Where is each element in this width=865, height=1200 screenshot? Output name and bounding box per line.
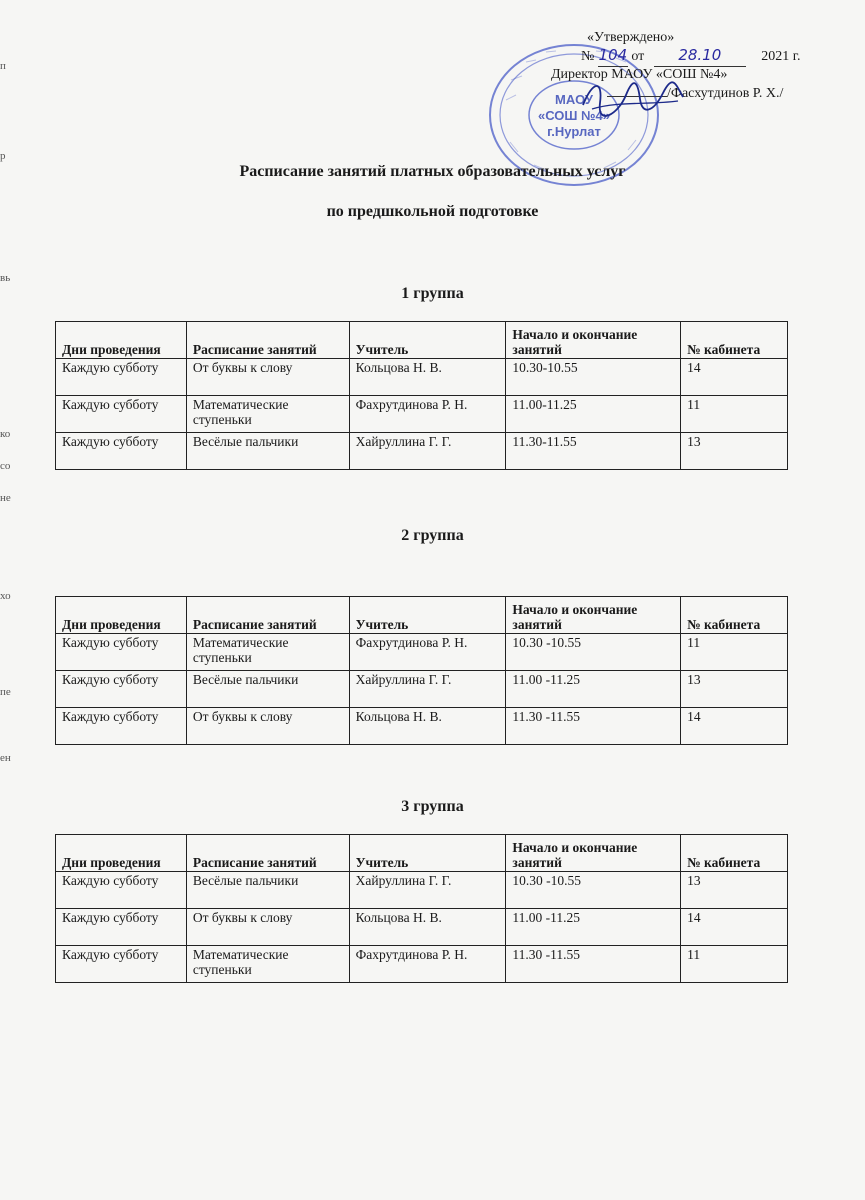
cell-time: 10.30 -10.55: [506, 634, 681, 671]
stamp-line-2: «СОШ №4»: [537, 108, 611, 123]
header-time: Начало и окончание занятий: [506, 835, 681, 872]
cell-days: Каждую субботу: [56, 359, 187, 396]
table-row: [56, 708, 788, 745]
cell-teacher: Фахрутдинова Р. Н.: [349, 946, 506, 983]
cell-days: Каждую субботу: [56, 396, 187, 433]
cell-time: 10.30 -10.55: [506, 872, 681, 909]
header-days: Дни проведения: [56, 322, 187, 359]
order-number: 104: [598, 46, 628, 64]
cell-schedule: Математические ступеньки: [186, 634, 349, 671]
director-title: Директор МАОУ «СОШ №4»: [551, 67, 728, 82]
header-room: № кабинета: [681, 597, 788, 634]
table-row: [56, 872, 788, 909]
cell-days: Каждую субботу: [56, 671, 187, 708]
cell-room: 13: [681, 872, 788, 909]
edge-artifact: пе: [0, 686, 11, 698]
order-year: 2021 г.: [761, 49, 801, 64]
cell-time: 11.30 -11.55: [506, 708, 681, 745]
header-days: Дни проведения: [56, 835, 187, 872]
header-teacher: Учитель: [349, 835, 506, 872]
cell-room: 14: [681, 359, 788, 396]
edge-artifact: хо: [0, 590, 11, 602]
stamp-line-1: МАОУ: [555, 92, 593, 107]
cell-days: Каждую субботу: [56, 433, 187, 470]
cell-room: 11: [681, 946, 788, 983]
group-3-table: [55, 834, 788, 983]
document-subtitle: по предшкольной подготовке: [326, 203, 539, 220]
cell-time: 11.30 -11.55: [506, 946, 681, 983]
edge-artifact: вь: [0, 272, 11, 284]
cell-schedule: От буквы к слову: [186, 359, 349, 396]
cell-days: Каждую субботу: [56, 909, 187, 946]
edge-artifact: п: [0, 60, 6, 72]
cell-teacher: Фахрутдинова Р. Н.: [349, 634, 506, 671]
cell-teacher: Кольцова Н. В.: [349, 359, 506, 396]
table-row: [56, 433, 788, 470]
approval-number-line: [581, 46, 800, 67]
table-row: [56, 359, 788, 396]
cell-room: 13: [681, 433, 788, 470]
header-teacher: Учитель: [349, 322, 506, 359]
group-3-title: 3 группа: [401, 798, 464, 815]
header-days: Дни проведения: [56, 597, 187, 634]
from-label: от: [631, 49, 645, 64]
cell-days: Каждую субботу: [56, 708, 187, 745]
cell-schedule: Весёлые пальчики: [186, 671, 349, 708]
header-time: Начало и окончание занятий: [506, 322, 681, 359]
table-header-row: [56, 597, 788, 634]
edge-artifact: ко: [0, 428, 11, 440]
approval-heading: «Утверждено»: [587, 30, 675, 45]
cell-teacher: Хайруллина Г. Г.: [349, 671, 506, 708]
cell-time: 10.30-10.55: [506, 359, 681, 396]
cell-time: 11.00 -11.25: [506, 909, 681, 946]
director-name: /Фасхутдинов Р. Х./: [667, 86, 784, 101]
cell-schedule: Математические ступеньки: [186, 946, 349, 983]
table-row: [56, 396, 788, 433]
cell-teacher: Фахрутдинова Р. Н.: [349, 396, 506, 433]
header-room: № кабинета: [681, 835, 788, 872]
cell-room: 14: [681, 909, 788, 946]
header-schedule: Расписание занятий: [186, 322, 349, 359]
table-row: [56, 909, 788, 946]
group-2-title: 2 группа: [401, 527, 464, 544]
cell-time: 11.30-11.55: [506, 433, 681, 470]
edge-artifact: р: [0, 150, 6, 162]
cell-teacher: Хайруллина Г. Г.: [349, 433, 506, 470]
cell-schedule: От буквы к слову: [186, 708, 349, 745]
cell-room: 14: [681, 708, 788, 745]
header-schedule: Расписание занятий: [186, 597, 349, 634]
signature-image: [578, 75, 688, 120]
cell-schedule: От буквы к слову: [186, 909, 349, 946]
table-row: [56, 671, 788, 708]
group-1-title: 1 группа: [401, 285, 464, 302]
cell-days: Каждую субботу: [56, 946, 187, 983]
cell-schedule: Весёлые пальчики: [186, 872, 349, 909]
cell-schedule: Математические ступеньки: [186, 396, 349, 433]
cell-time: 11.00-11.25: [506, 396, 681, 433]
number-prefix: №: [581, 49, 595, 64]
group-1-table: [55, 321, 788, 470]
cell-teacher: Кольцова Н. В.: [349, 708, 506, 745]
edge-artifact: не: [0, 492, 11, 504]
cell-days: Каждую субботу: [56, 634, 187, 671]
header-teacher: Учитель: [349, 597, 506, 634]
cell-days: Каждую субботу: [56, 872, 187, 909]
table-row: [56, 634, 788, 671]
table-row: [56, 946, 788, 983]
document-title: Расписание занятий платных образовательных услуг: [239, 163, 626, 180]
header-schedule: Расписание занятий: [186, 835, 349, 872]
edge-artifact: со: [0, 460, 11, 472]
edge-artifact: ен: [0, 752, 11, 764]
cell-room: 13: [681, 671, 788, 708]
cell-teacher: Хайруллина Г. Г.: [349, 872, 506, 909]
cell-room: 11: [681, 396, 788, 433]
header-time: Начало и окончание занятий: [506, 597, 681, 634]
group-2-table: [55, 596, 788, 745]
order-date: 28.10: [678, 46, 722, 64]
cell-schedule: Весёлые пальчики: [186, 433, 349, 470]
cell-room: 11: [681, 634, 788, 671]
cell-time: 11.00 -11.25: [506, 671, 681, 708]
table-header-row: [56, 322, 788, 359]
stamp-line-3: г.Нурлат: [547, 124, 601, 139]
cell-teacher: Кольцова Н. В.: [349, 909, 506, 946]
table-header-row: [56, 835, 788, 872]
header-room: № кабинета: [681, 322, 788, 359]
